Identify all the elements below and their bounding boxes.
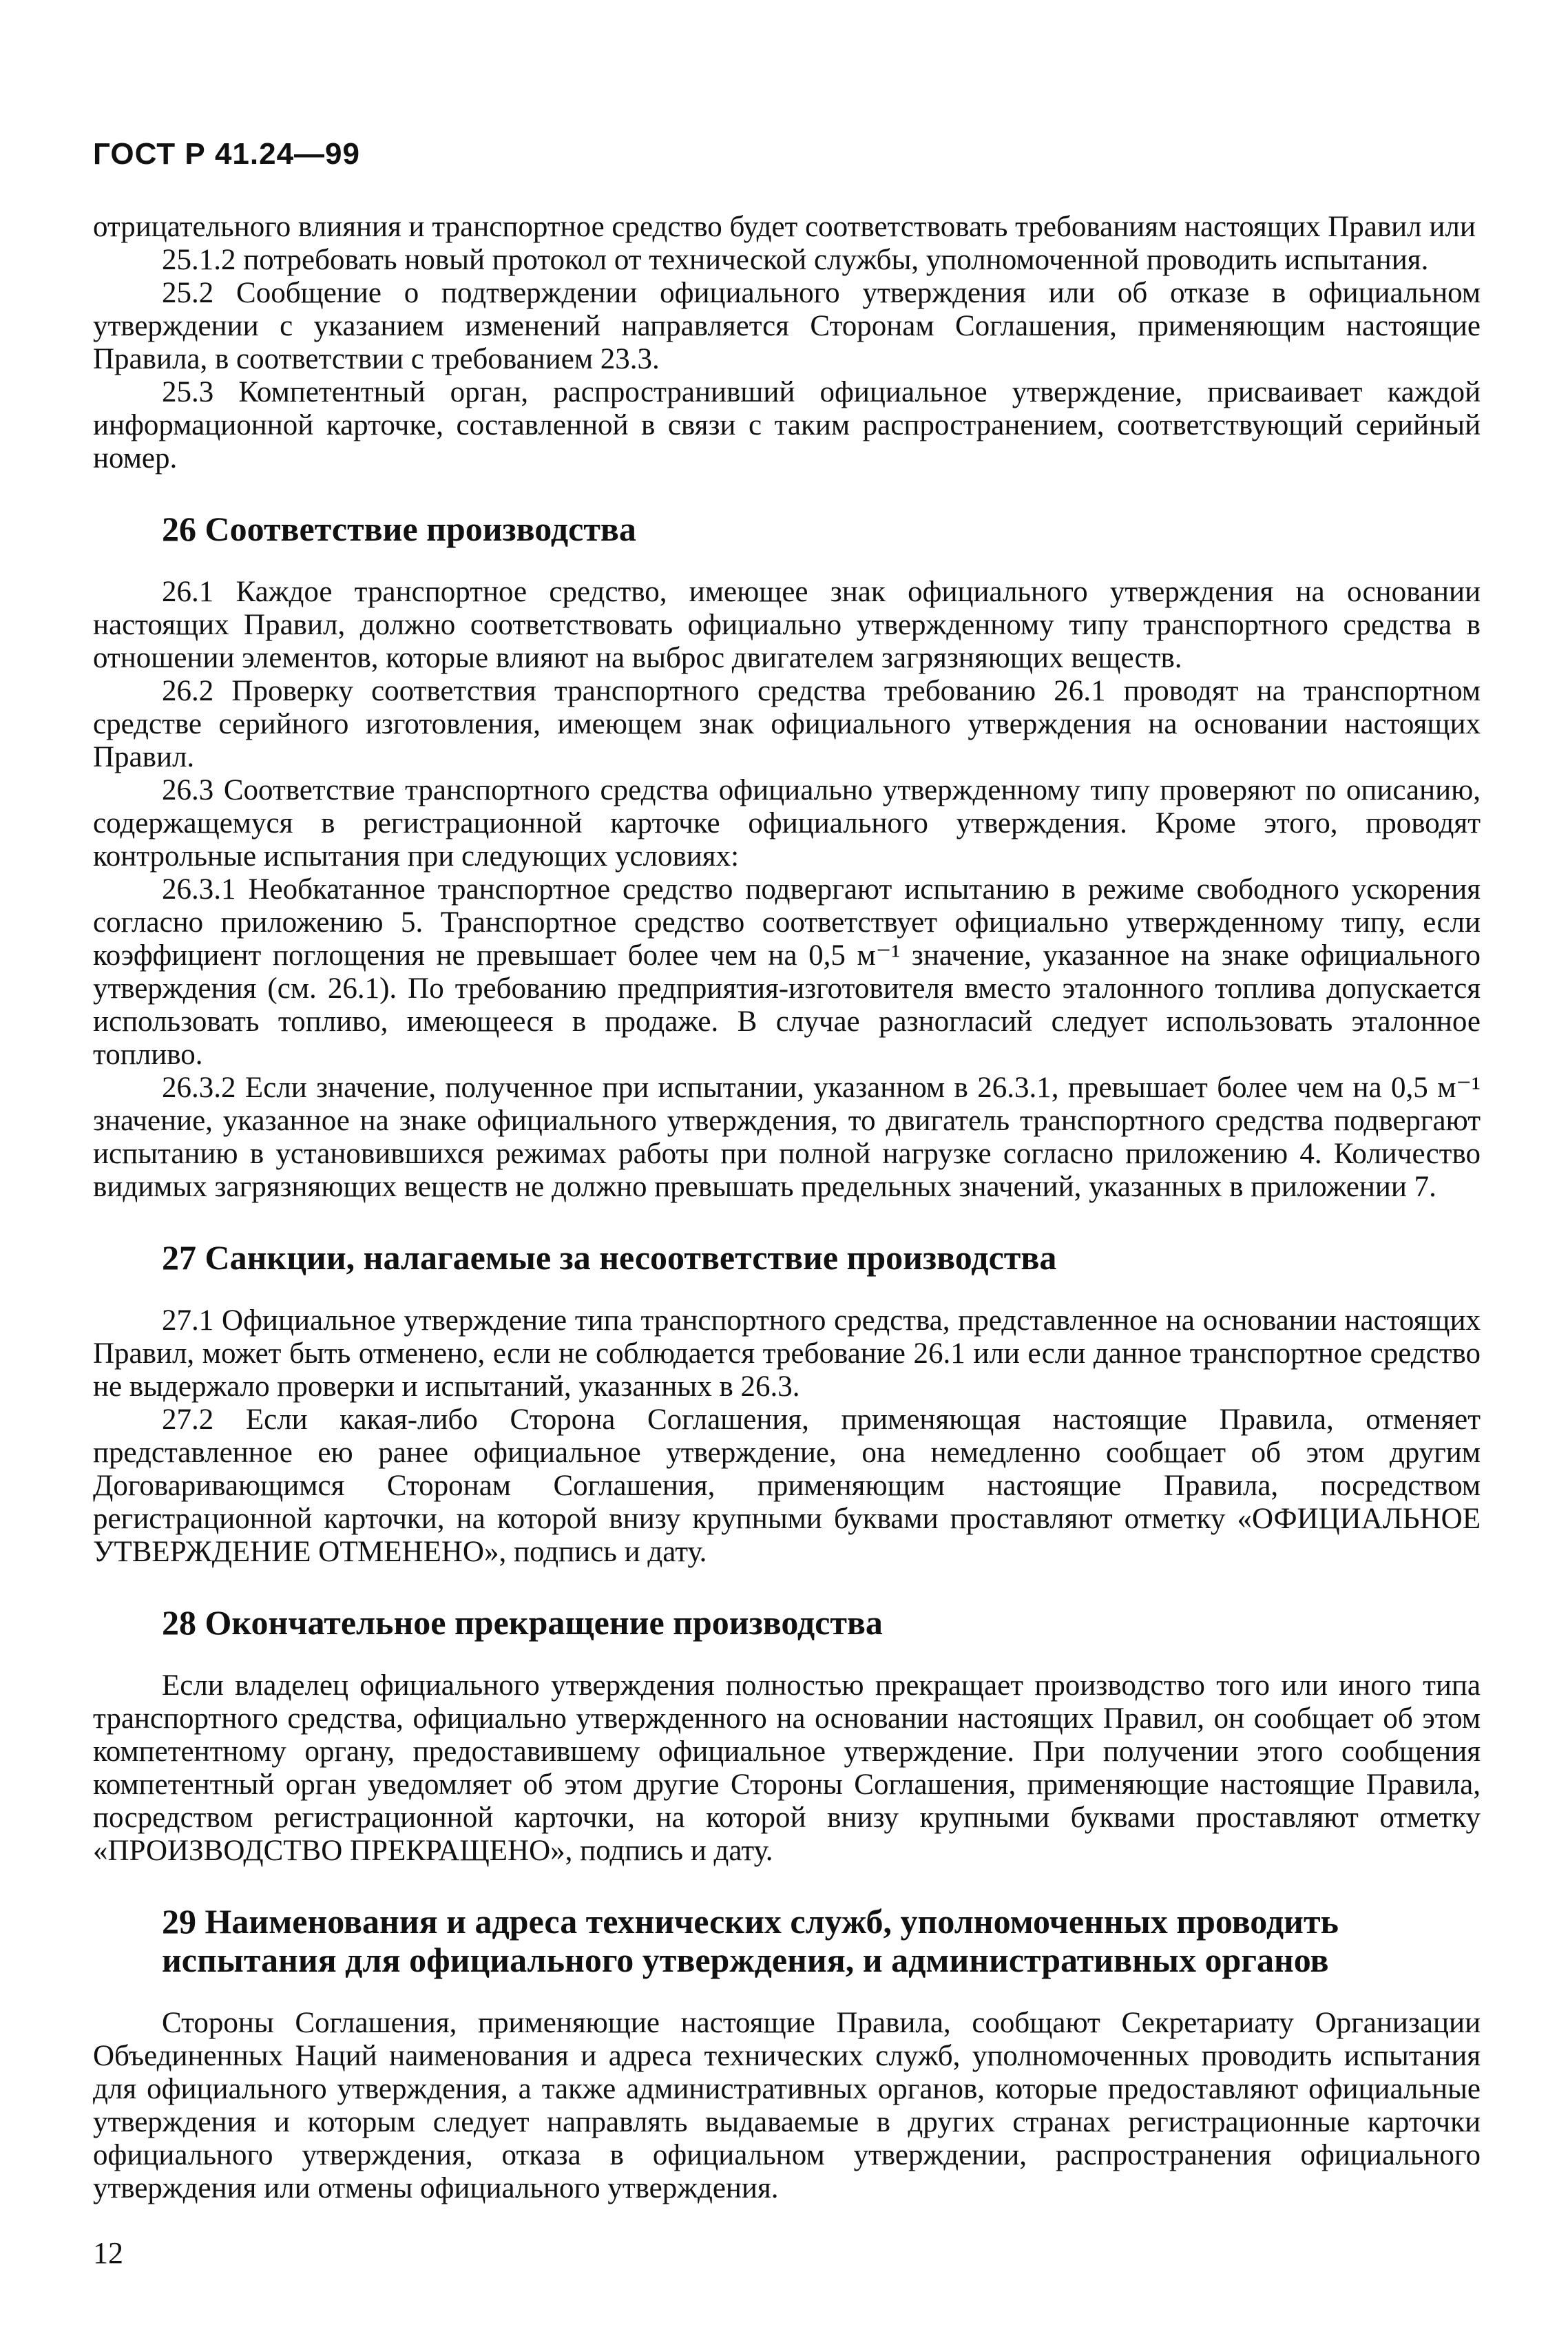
paragraph: 27.2 Если какая-либо Сторона Соглашения, применяющая настоящие Правила, отменяет представленное ею ранее официальное утверждение, она немедленно сообщает об этом другим Договаривающимся Сторонам Соглашения, применяющим настоящие Правила, посредством регистрационной карточки, на которой внизу крупными буквами проставляют отметку «ОФИЦИАЛЬНОЕ УТВЕРЖДЕНИЕ ОТМЕНЕНО», подпись и дату. — [93, 1403, 1481, 1569]
paragraph: 26.3 Соответствие транспортного средства официально утвержденному типу проверяют по описанию, содержащемуся в регистрационной карточке официального утверждения. Кроме этого, проводят контрольные испытания при следующих условиях: — [93, 774, 1481, 873]
paragraph: отрицательного влияния и транспортное средство будет соответствовать требованиям настоящих Правил или — [93, 211, 1476, 244]
paragraph: 26.3.2 Если значение, полученное при испытании, указанном в 26.3.1, превышает более чем на 0,5 м⁻¹ значение, указанное на знаке официального утверждения, то двигатель транспортного средства подвергают испытанию в установившихся режимах работы при полной нагрузке согласно приложению 4. Количество видимых загрязняющих веществ не должно превышать предельных значений, указанных в приложении 7. — [93, 1072, 1481, 1204]
paragraph: 25.3 Компетентный орган, распространивший официальное утверждение, присваивает каждой информационной карточке, составленной в связи с таким распространением, соответствующий серийный номер. — [93, 376, 1481, 475]
page-number: 12 — [93, 2236, 123, 2271]
document-page — [93, 138, 1481, 2271]
document-code-header: ГОСТ Р 41.24—99 — [93, 137, 360, 171]
paragraph: 26.2 Проверку соответствия транспортного средства требованию 26.1 проводят на транспортном средстве серийного изготовления, имеющем знак официального утверждения на основании настоящих Правил. — [93, 675, 1481, 774]
section-heading: 26 Соответствие производства — [162, 510, 636, 549]
paragraph: 25.2 Сообщение о подтверждении официального утверждения или об отказе в официальном утверждении с указанием изменений направляется Сторонам Соглашения, применяющим настоящие Правила, в соответствии с требованием 23.3. — [93, 277, 1481, 376]
paragraph: 26.3.1 Необкатанное транспортное средство подвергают испытанию в режиме свободного ускорения согласно приложению 5. Транспортное средство соответствует официально утвержденному типу, если коэффициент поглощения не превышает более чем на 0,5 м⁻¹ значение, указанное на знаке официального утверждения (см. 26.1). По требованию предприятия-изготовителя вместо эталонного топлива допускается использовать топливо, имеющееся в продаже. В случае разногласий следует использовать эталонное топливо. — [93, 873, 1481, 1072]
continuation-block — [93, 211, 1481, 475]
section-heading: 29 Наименования и адреса технических служб, уполномоченных проводить испытания для официального утверждения, и административных органов — [162, 1902, 1339, 1980]
section-27 — [93, 1238, 1481, 1569]
paragraph: Если владелец официального утверждения полностью прекращает производство того или иного типа транспортного средства, официально утвержденного на основании настоящих Правил, он сообщает об этом компетентному органу, предоставившему официальное утверждение. При получении этого сообщения компетентный орган уведомляет об этом другие Стороны Соглашения, применяющие настоящие Правила, посредством регистрационной карточки, на которой внизу крупными буквами проставляют отметку «ПРОИЗВОДСТВО ПРЕКРАЩЕНО», подпись и дату. — [93, 1669, 1481, 1868]
section-29 — [93, 1902, 1481, 2205]
section-28 — [93, 1603, 1481, 1868]
section-heading: 28 Окончательное прекращение производства — [162, 1603, 883, 1642]
paragraph: 26.1 Каждое транспортное средство, имеющее знак официального утверждения на основании настоящих Правил, должно соответствовать официально утвержденному типу транспортного средства в отношении элементов, которые влияют на выброс двигателем загрязняющих веществ. — [93, 576, 1481, 675]
section-26 — [93, 510, 1481, 1204]
paragraph: 25.1.2 потребовать новый протокол от технической службы, уполномоченной проводить испытания. — [162, 244, 1429, 277]
section-heading: 27 Санкции, налагаемые за несоответствие производства — [162, 1238, 1057, 1277]
paragraph: 27.1 Официальное утверждение типа транспортного средства, представленное на основании настоящих Правил, может быть отменено, если не соблюдается требование 26.1 или если данное транспортное средство не выдержало проверки и испытаний, указанных в 26.3. — [93, 1304, 1481, 1403]
paragraph: Стороны Соглашения, применяющие настоящие Правила, сообщают Секретариату Организации Объединенных Наций наименования и адреса технических служб, уполномоченных проводить испытания для официального утверждения, а также административных органов, которые предоставляют официальные утверждения и которым следует направлять выдаваемые в других странах регистрационные карточки официального утверждения, отказа в официальном утверждении, распространения официального утверждения или отмены официального утверждения. — [93, 2007, 1481, 2205]
